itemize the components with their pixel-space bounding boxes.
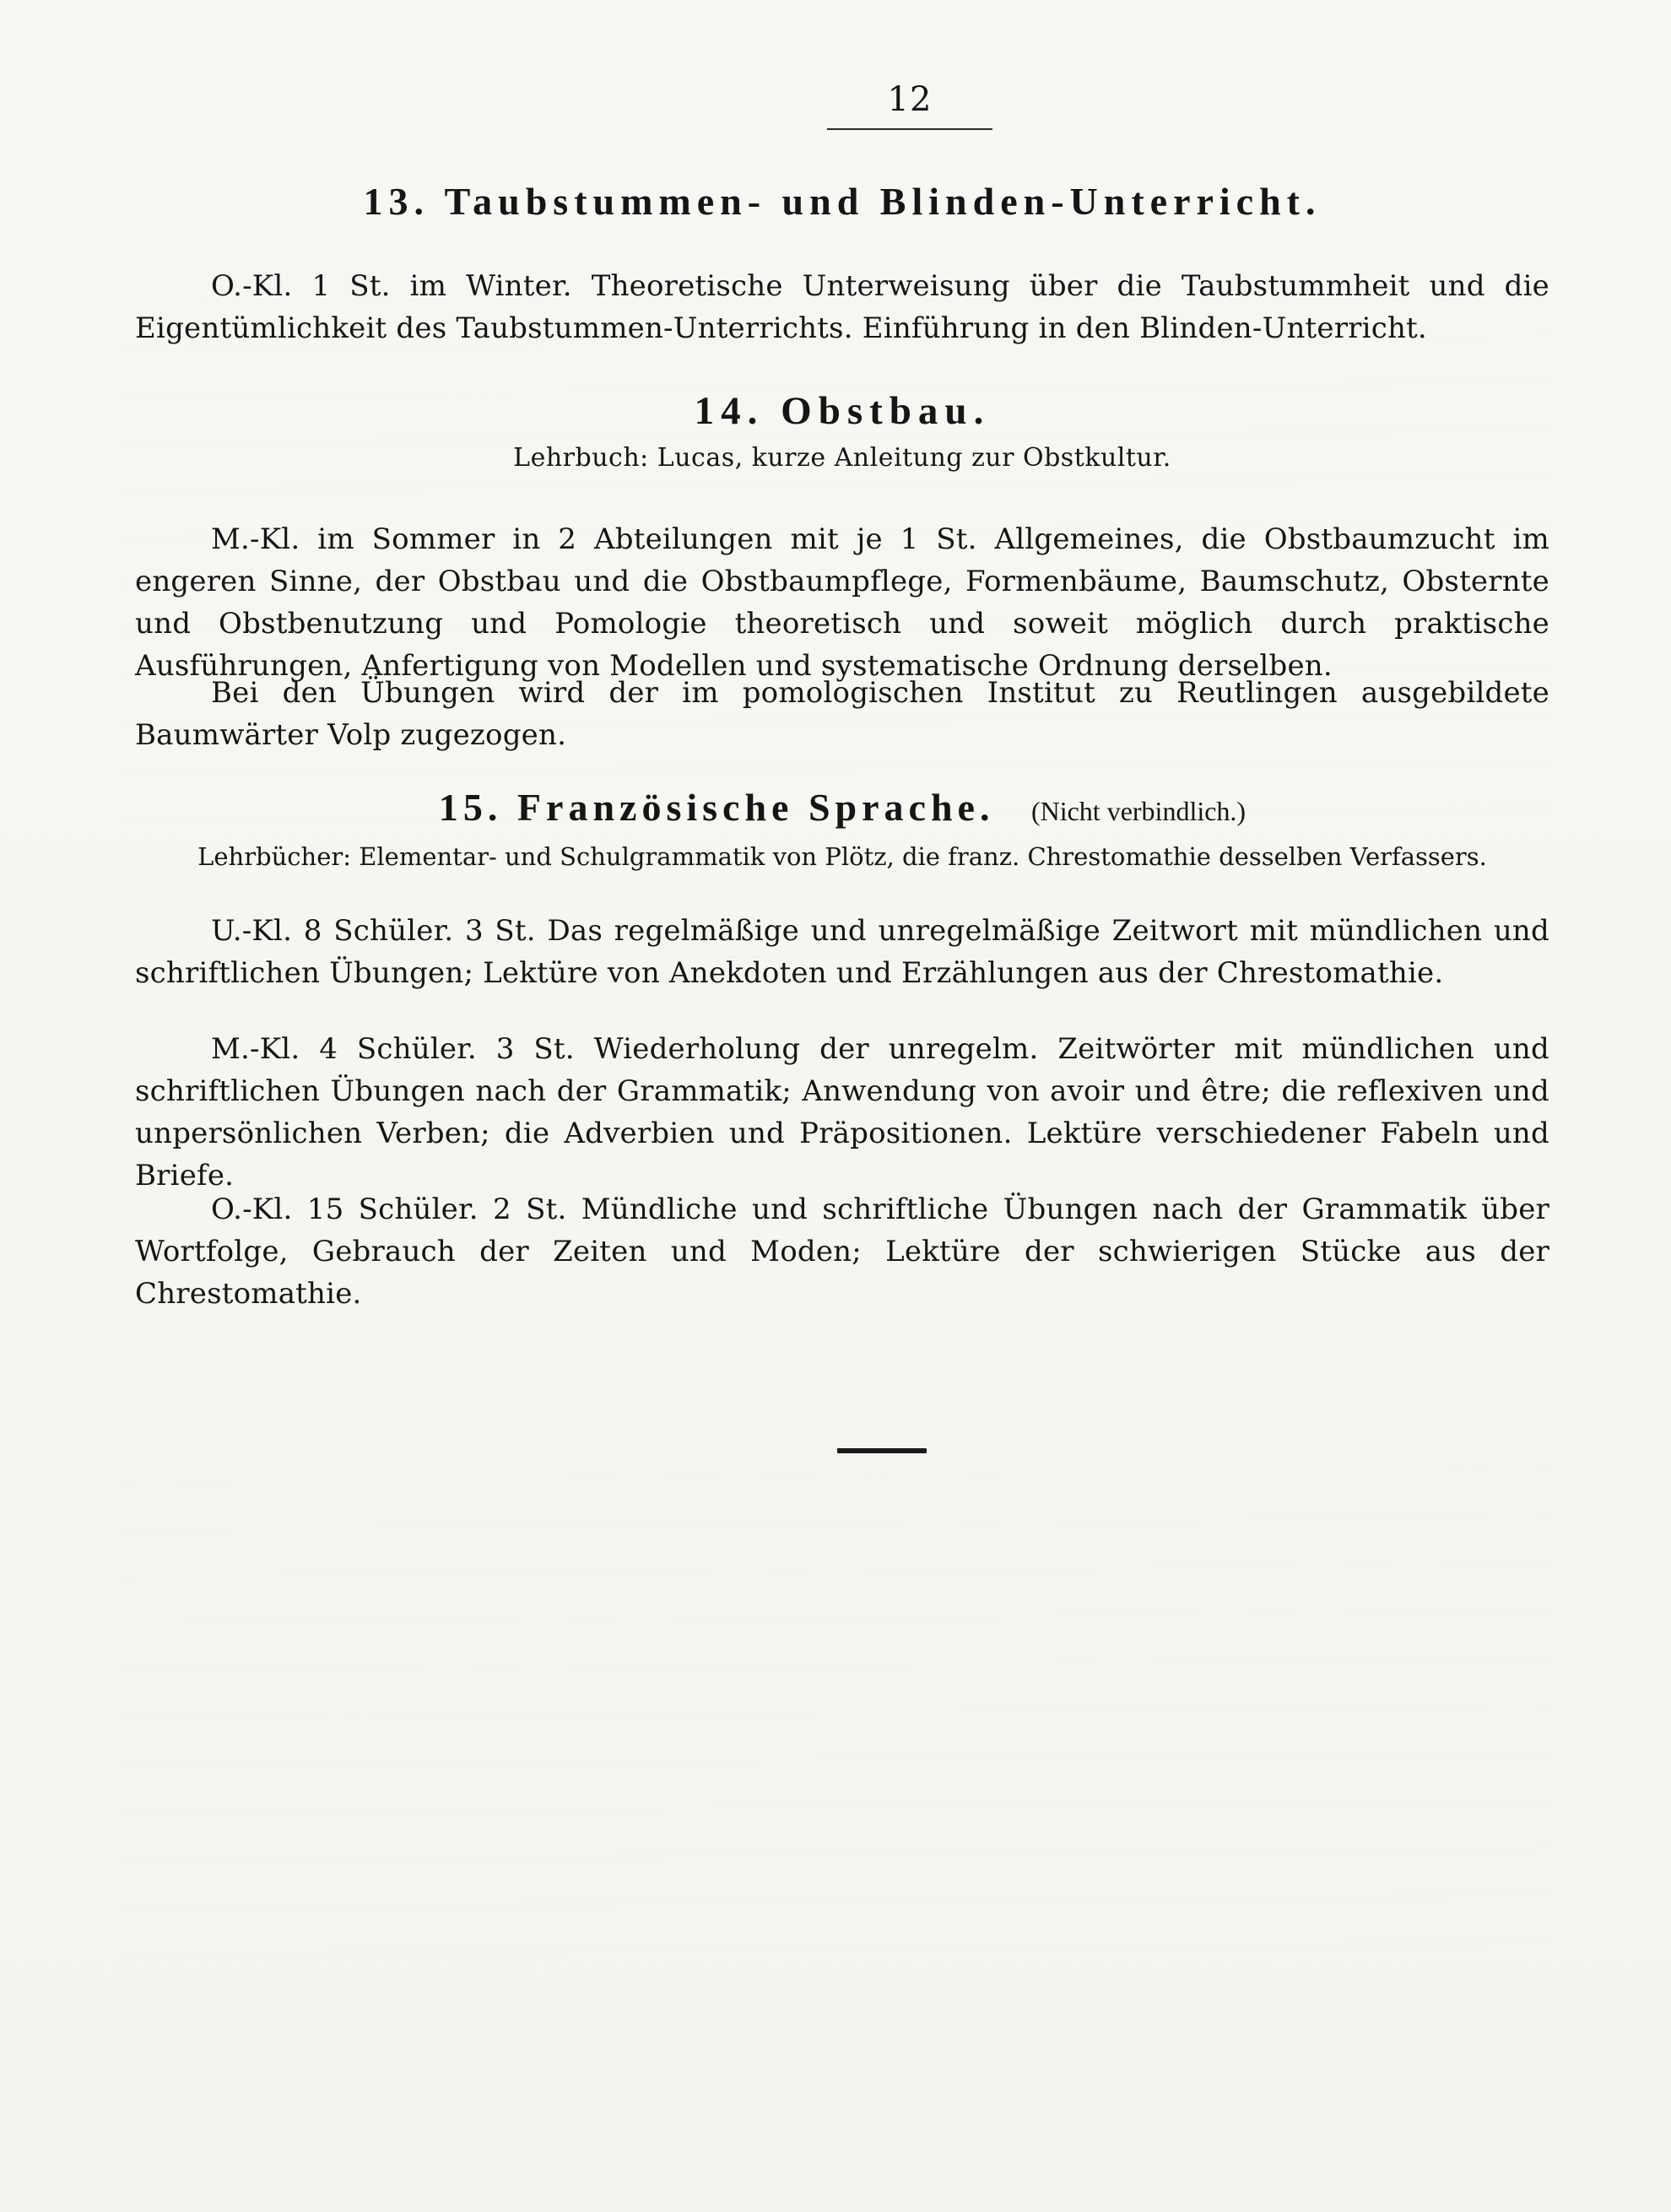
textbook-obstbau: Lehrbuch: Lucas, kurze Anleitung zur Obstkultur. [513, 443, 1171, 473]
page-number: 12 [887, 80, 933, 119]
textbook-franzoesisch: Lehrbücher: Elementar- und Schulgrammatik von Plötz, die franz. Chrestomathie desselben Verfassers. [197, 842, 1487, 871]
paragraph-franzoesisch-1: U.-Kl. 8 Schüler. 3 St. Das regelmäßige und unregelmäßige Zeitwort mit mündlichen und schriftlichen Übungen; Lektüre von Anekdoten und Erzählungen aus der Chrestomathie. [135, 914, 1549, 990]
section-divider [837, 1448, 927, 1453]
paragraph-taubstummen: O.-Kl. 1 St. im Winter. Theoretische Unterweisung über die Taubstummheit und die Eigentümlichkeit des Taubstummen-Unterrichts. Einführung in den Blinden-Unterricht. [135, 269, 1549, 345]
paragraph-franzoesisch-2: M.-Kl. 4 Schüler. 3 St. Wiederholung der unregelm. Zeitwörter mit mündlichen und schriftlichen Übungen nach der Grammatik; Anwendung von avoir und être; die reflexiven und unpersönlichen Verben; die Adverbien und Präpositionen. Lektüre verschiedener Fabeln und Briefe. [135, 1032, 1549, 1193]
paragraph-obstbau-2: Bei den Übungen wird der im pomologischen Institut zu Reutlingen ausgebildete Baumwärter Volp zugezogen. [135, 676, 1549, 752]
paragraph-franzoesisch-3: O.-Kl. 15 Schüler. 2 St. Mündliche und schriftliche Übungen nach der Grammatik über Wortfolge, Gebrauch der Zeiten und Moden; Lektüre der schwierigen Stücke aus der Chrestomathie. [135, 1193, 1549, 1311]
section-title-franzoesisch: 15. Französische Sprache. [438, 786, 995, 829]
section-heading-obstbau: 14. Obstbau. [694, 389, 991, 433]
paragraph-obstbau-1: M.-Kl. im Sommer in 2 Abteilungen mit je 1 St. Allgemeines, die Obstbaumzucht im engeren Sinne, der Obstbau und die Obstbaumpflege, Formenbäume, Baumschutz, Obsternte und Obstbenutzung und Pomologie theoretisch und soweit möglich durch praktische Ausführungen, Anfertigung von Modellen und systematische Ordnung derselben. [135, 522, 1549, 683]
page-content [135, 81, 1549, 1414]
section-heading-franzoesisch [135, 785, 1549, 830]
section-heading-taubstummen: 13. Taubstummen- und Blinden-Unterricht. [363, 180, 1322, 223]
section-note-franzoesisch: (Nicht verbindlich.) [1030, 796, 1246, 826]
page-number-rule [827, 128, 992, 130]
